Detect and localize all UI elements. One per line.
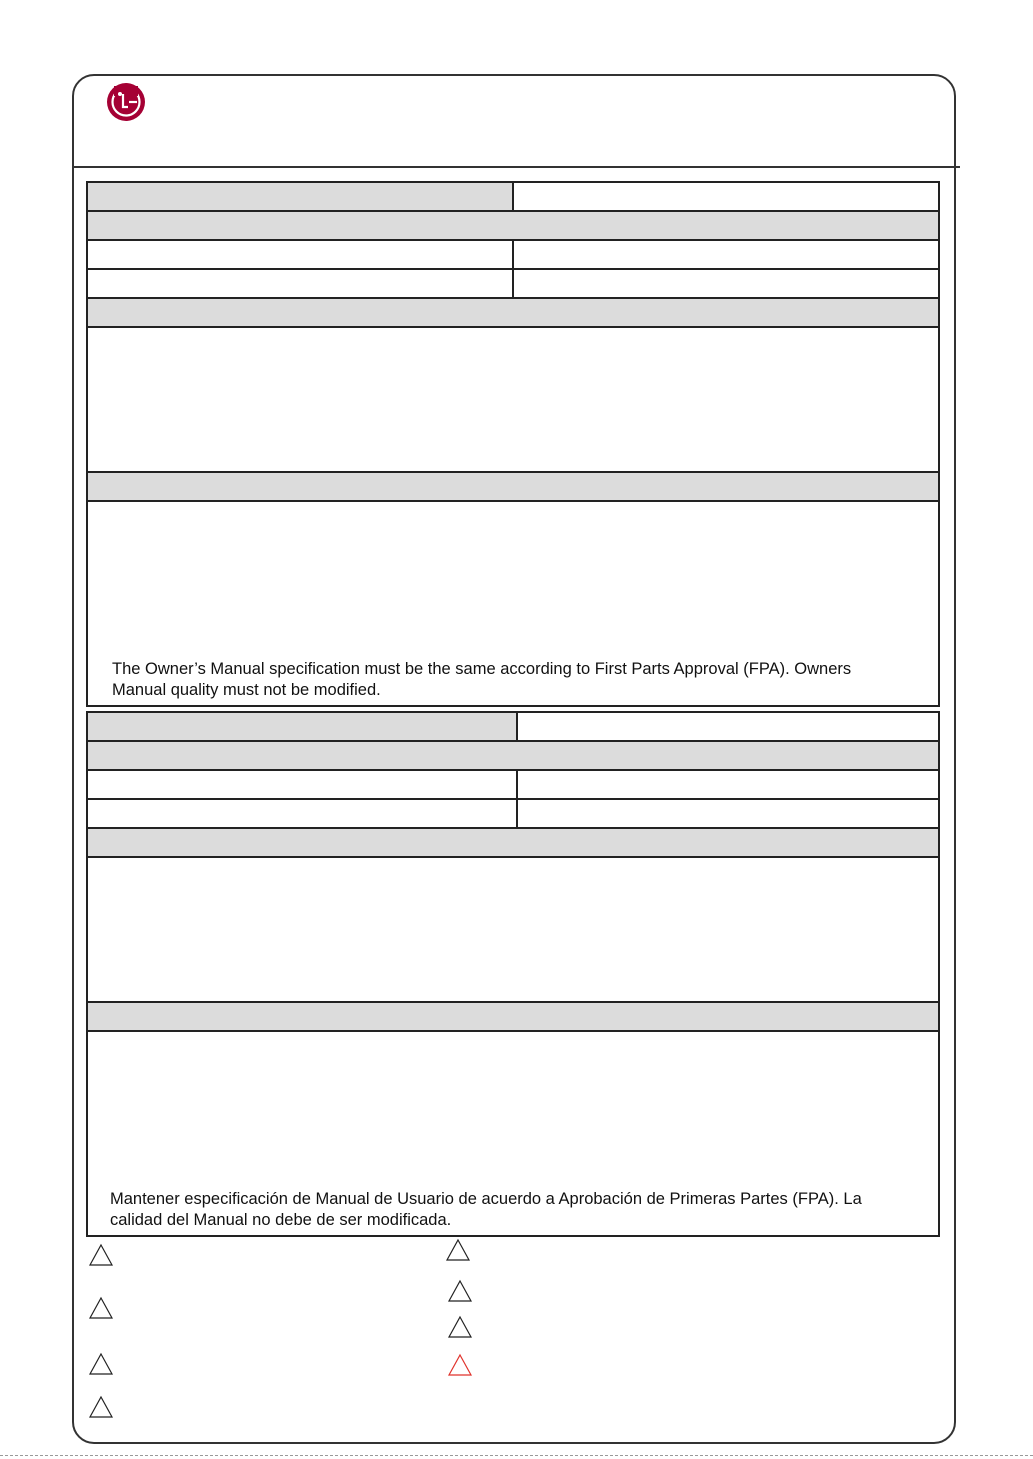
es-row-1 [88, 771, 938, 800]
es-header-row [88, 742, 938, 771]
es-body-area [88, 858, 938, 1003]
en-subheader-row-2 [88, 473, 938, 502]
es-model-value-cell [518, 713, 938, 740]
es-subheader-row-2 [88, 1003, 938, 1032]
warning-triangle-icon [447, 1315, 473, 1339]
es-row-2 [88, 800, 938, 829]
es-note-line2: calidad del Manual no debe de ser modificada. [110, 1211, 452, 1229]
lg-logo [106, 82, 146, 122]
en-subheader-row [88, 299, 938, 328]
en-cell [88, 241, 514, 268]
es-notes-area [88, 1032, 938, 1233]
en-model-label-cell [88, 183, 514, 210]
es-model-label-cell [88, 713, 518, 740]
en-cell [88, 270, 514, 297]
en-row-model [88, 183, 938, 212]
header-divider [72, 166, 960, 168]
en-model-value-cell [514, 183, 938, 210]
es-note-line1: Mantener especificación de Manual de Usuario de acuerdo a Aprobación de Primeras Partes (FPA). La [110, 1190, 862, 1208]
en-note-line1: The Owner’s Manual specification must be the same according to First Parts Approval (FPA). Owners [112, 660, 852, 678]
warning-triangle-icon [447, 1279, 473, 1303]
en-header-row [88, 212, 938, 241]
warning-triangle-icon [88, 1296, 114, 1320]
en-note-line2: Manual quality must not be modified. [112, 681, 381, 699]
en-body-area [88, 328, 938, 473]
page-bottom-trim [0, 1455, 1033, 1456]
en-notes-area [88, 502, 938, 703]
english-spec-section [86, 181, 940, 707]
es-row-model [88, 713, 938, 742]
es-cell [88, 771, 518, 798]
warning-triangle-icon [88, 1243, 114, 1267]
es-subheader-row [88, 829, 938, 858]
en-cell [514, 241, 938, 268]
es-cell [88, 800, 518, 827]
es-cell [518, 800, 938, 827]
warning-triangle-icon [88, 1352, 114, 1376]
warning-triangle-icon [88, 1395, 114, 1419]
en-cell [514, 270, 938, 297]
warning-triangle-red-icon [447, 1353, 473, 1377]
es-cell [518, 771, 938, 798]
warning-triangle-icon [445, 1238, 471, 1262]
spanish-spec-section [86, 711, 940, 1237]
en-row-1 [88, 241, 938, 270]
en-row-2 [88, 270, 938, 299]
